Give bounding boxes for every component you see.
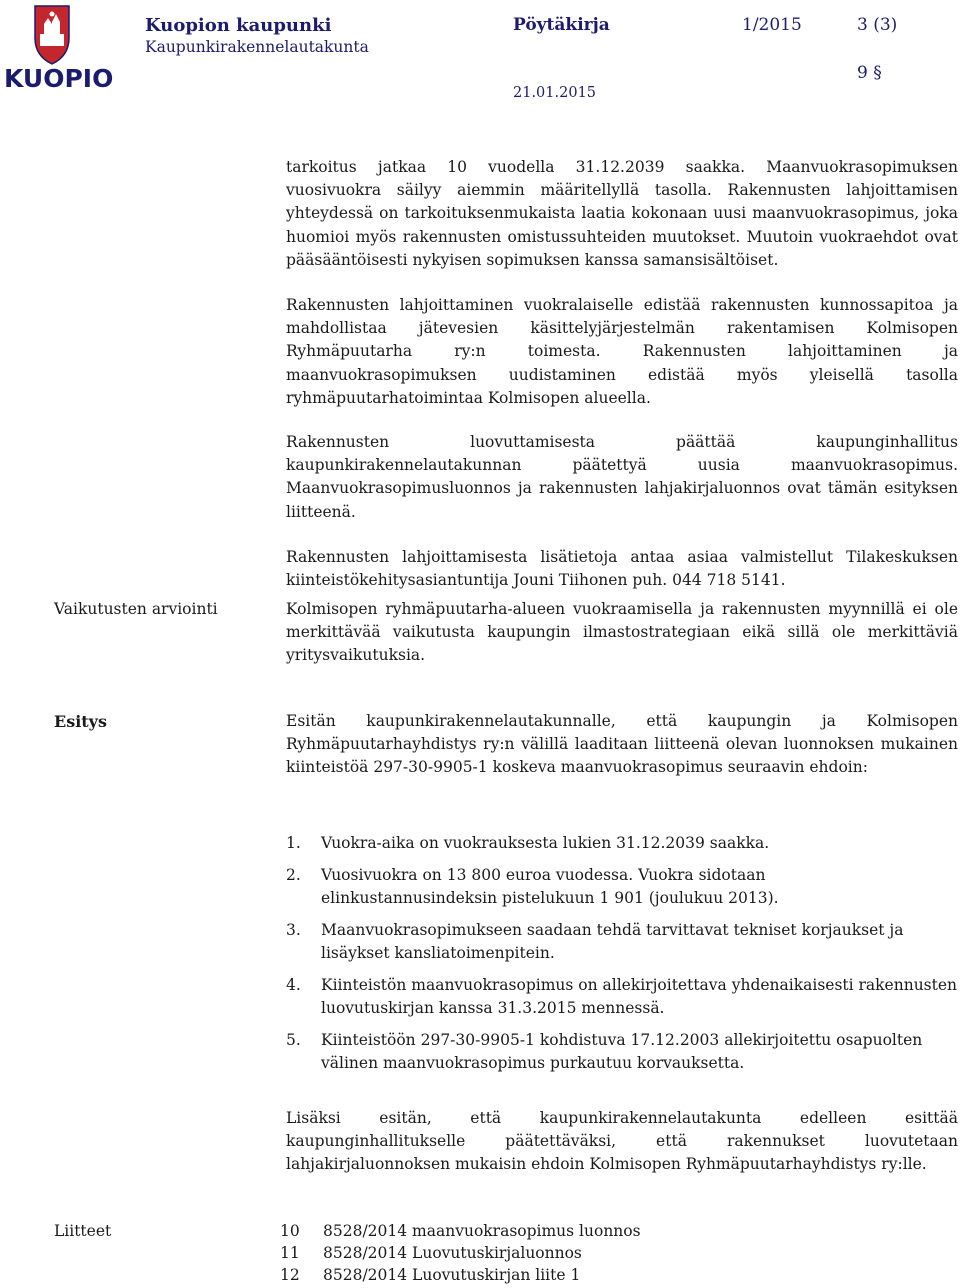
impact-text: Kolmisopen ryhmäpuutarha-alueen vuokraamisella ja rakennusten myynnillä ei ole merkittävää vaikutusta kaupungin ilmastostrategiaan eikä sillä ole merkittäviä yritysvaikutuksia. bbox=[286, 600, 958, 665]
impact-label: Vaikutusten arviointi bbox=[54, 600, 218, 618]
list-text: Kiinteistöön 297-30-9905-1 kohdistuva 17.12.2003 allekirjoitettu osapuolten välinen maanvuokrasopimus purkautuu korvauksetta. bbox=[321, 1031, 923, 1072]
list-text: Maanvuokrasopimukseen saadaan tehdä tarvittavat tekniset korjaukset ja lisäykset kansliatoimenpitein. bbox=[321, 921, 904, 962]
attachment-title: 8528/2014 Luovutuskirjaluonnos bbox=[323, 1244, 582, 1262]
paragraph: Rakennusten luovuttamisesta päättää kaupunginhallitus kaupunkirakennelautakunnan päätettyä uusia maanvuokrasopimus. Maanvuokrasopimusluonnos ja rakennusten lahjakirjaluonnos ovat tämän esityksen liitteenä. bbox=[286, 433, 958, 521]
attachment-number: 11 bbox=[280, 1244, 300, 1262]
attachments-label: Liitteet bbox=[54, 1222, 112, 1240]
organization-name: Kuopion kaupunki bbox=[145, 15, 332, 36]
list-text: Vuokra-aika on vuokrauksesta lukien 31.12.2039 saakka. bbox=[321, 834, 770, 852]
proposal-text: Esitän kaupunkirakennelautakunnalle, että kaupungin ja Kolmisopen Ryhmäpuutarhayhdistys ry:n välillä laaditaan liitteenä olevan luonnoksen mukainen kiinteistöä 297-30-9905-1 koskeva maanvuokrasopimus seuraavin ehdoin: bbox=[286, 712, 958, 777]
list-text: Vuosivuokra on 13 800 euroa vuodessa. Vuokra sidotaan elinkustannusindeksin pistelukuun 1 901 (joulukuu 2013). bbox=[321, 866, 779, 907]
city-crest-icon bbox=[4, 4, 100, 66]
list-number: 4. bbox=[286, 976, 301, 994]
proposal-closing: Lisäksi esitän, että kaupunkirakennelautakunta edelleen esittää kaupunginhallitukselle päätettäväksi, että rakennukset luovutetaan lahjakirjaluonnoksen mukaisin ehdoin Kolmisopen Ryhmäpuutarhayhdistys ry:lle. bbox=[286, 1109, 958, 1174]
document-number: 1/2015 bbox=[742, 15, 802, 35]
list-number: 1. bbox=[286, 834, 301, 852]
attachment-title: 8528/2014 Luovutuskirjan liite 1 bbox=[323, 1266, 581, 1284]
logo-wordmark: KUOPIO bbox=[4, 64, 114, 93]
document-type: Pöytäkirja bbox=[513, 15, 610, 35]
paragraph: Rakennusten lahjoittaminen vuokralaiselle edistää rakennusten kunnossapitoa ja mahdollistaa jätevesien käsittelyjärjestelmän rakentamisen Kolmisopen Ryhmäpuutarha ry:n toimesta. Rakennusten lahjoittaminen ja maanvuokrasopimuksen uudistaminen edistää myös yleisellä tasolla ryhmäpuutarhatoimintaa Kolmisopen alueella. bbox=[286, 296, 958, 407]
list-number: 2. bbox=[286, 866, 301, 884]
attachment-number: 12 bbox=[280, 1266, 300, 1284]
committee-name: Kaupunkirakennelautakunta bbox=[145, 38, 369, 56]
list-text: Kiinteistön maanvuokrasopimus on allekirjoitettava yhdenaikaisesti rakennusten luovutuskirjan kanssa 31.3.2015 mennessä. bbox=[321, 976, 958, 1017]
paragraph: Rakennusten lahjoittamisesta lisätietoja antaa asiaa valmistellut Tilakeskuksen kiinteistökehitysasiantuntija Jouni Tiihonen puh. 044 718 5141. bbox=[286, 547, 958, 590]
paragraph: tarkoitus jatkaa 10 vuodella 31.12.2039 saakka. Maanvuokrasopimuksen vuosivuokra säilyy aiemmin määritellyllä tasolla. Rakennusten lahjoittamisen yhteydessä on tarkoituksenmukaista laatia kokonaan uusi maanvuokrasopimus, joka huomioi myös rakennusten omistussuhteiden muutokset. Muutoin vuokraehdot ovat pääsääntöisesti nykyisen sopimuksen kanssa samansisältöiset. bbox=[286, 158, 958, 269]
section-number: 9 § bbox=[857, 63, 882, 83]
meeting-date: 21.01.2015 bbox=[513, 85, 597, 101]
kuopio-logo bbox=[4, 4, 114, 93]
list-number: 3. bbox=[286, 921, 301, 939]
attachment-number: 10 bbox=[280, 1222, 300, 1240]
attachment-title: 8528/2014 maanvuokrasopimus luonnos bbox=[323, 1222, 641, 1240]
list-number: 5. bbox=[286, 1031, 301, 1049]
intro-text bbox=[286, 156, 958, 592]
page-number: 3 (3) bbox=[857, 15, 898, 35]
proposal-label: Esitys bbox=[54, 712, 107, 731]
